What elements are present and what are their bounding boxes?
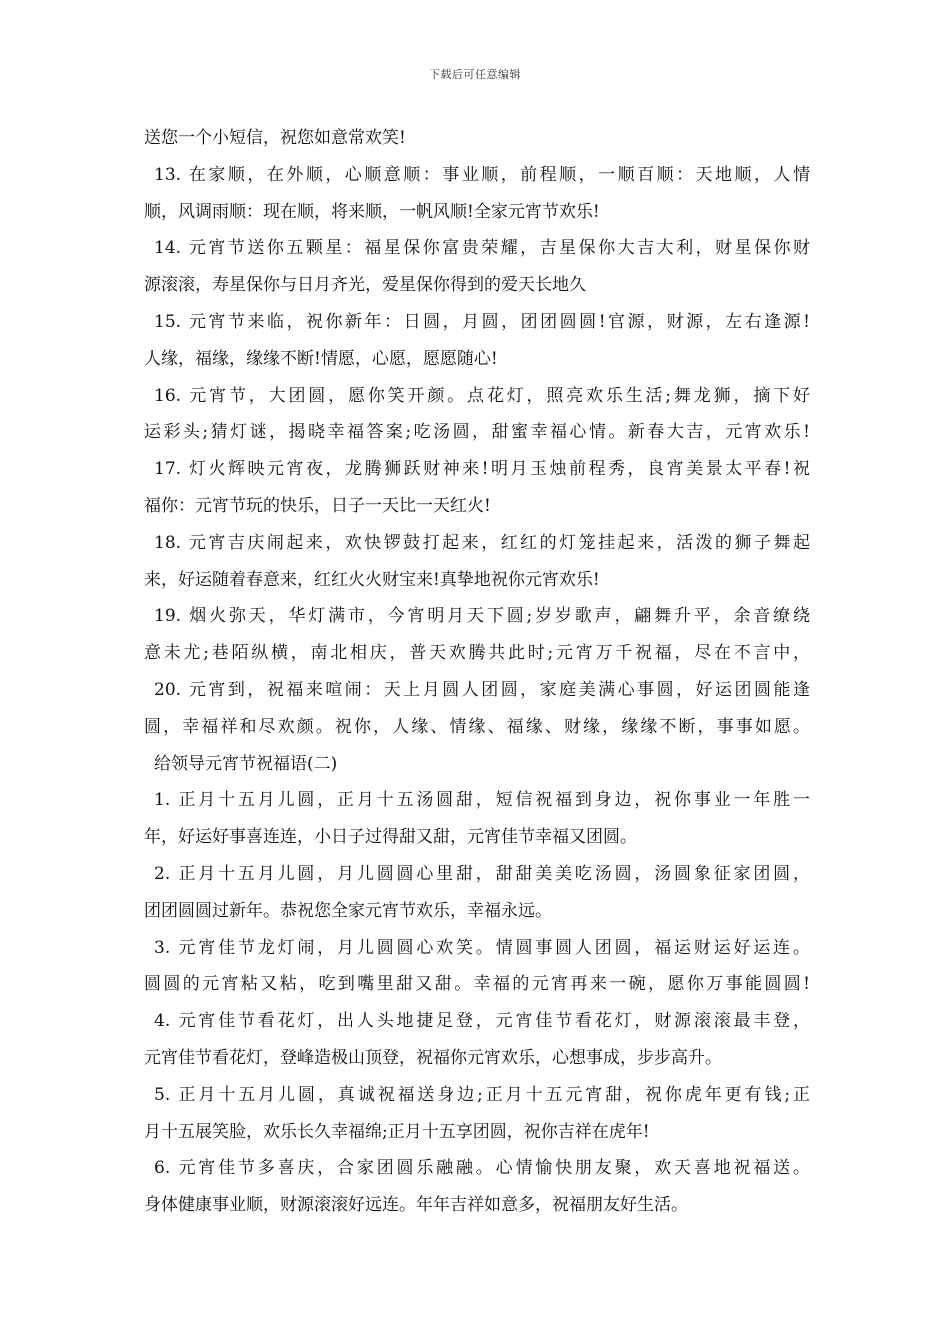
text-line: 送您一个小短信，祝您如意常欢笑! (144, 128, 406, 148)
text-line: 14. 元宵节送你五颗星：福星保你富贵荣耀，吉星保你大吉大利，财星保你财 (154, 238, 810, 259)
text-line: 给领导元宵节祝福语(二) (154, 753, 338, 774)
text-line: 团团圆圆过新年。恭祝您全家元宵节欢乐，幸福永远。 (144, 900, 552, 921)
text-line: 年，好运好事喜连连，小日子过得甜又甜，元宵佳节幸福又团圆。 (144, 827, 637, 848)
text-line: 16. 元宵节，大团圆，愿你笑开颜。点花灯，照亮欢乐生活;舞龙狮，摘下好 (154, 385, 810, 406)
text-line: 3. 元宵佳节龙灯闹，月儿圆圆心欢笑。情圆事圆人团圆，福运财运好运连。 (154, 937, 810, 958)
text-line: 月十五展笑脸，欢乐长久幸福绵;正月十五享团圆，祝你吉祥在虎年! (144, 1121, 650, 1142)
text-line: 5. 正月十五月儿圆，真诚祝福送身边;正月十五元宵甜，祝你虎年更有钱;正 (154, 1084, 810, 1105)
text-line: 1. 正月十五月儿圆，正月十五汤圆甜，短信祝福到身边，祝你事业一年胜一 (154, 790, 810, 811)
text-line: 15. 元宵节来临，祝你新年：日圆，月圆，团团圆圆!官源，财源，左右逢源! (154, 311, 810, 332)
text-line: 身体健康事业顺，财源滚滚好远连。年年吉祥如意多，祝福朋友好生活。 (144, 1195, 688, 1216)
text-line: 13. 在家顺，在外顺，心顺意顺：事业顺，前程顺，一顺百顺：天地顺，人情 (154, 164, 810, 185)
text-line: 运彩头;猜灯谜，揭晓幸福答案;吃汤圆，甜蜜幸福心情。新春大吉，元宵欢乐! (144, 422, 810, 443)
text-line: 福你：元宵节玩的快乐，日子一天比一天红火! (144, 495, 491, 516)
text-line: 20. 元宵到，祝福来喧闹：天上月圆人团圆，家庭美满心事圆，好运团圆能逢 (154, 679, 810, 700)
document-body (144, 120, 810, 1224)
text-line: 圆，幸福祥和尽欢颜。祝你，人缘、情缘、福缘、财缘，缘缘不断，事事如愿。 (144, 716, 810, 737)
text-line: 人缘，福缘，缘缘不断!情愿，心愿，愿愿随心! (144, 348, 498, 369)
text-line: 18. 元宵吉庆闹起来，欢快锣鼓打起来，红红的灯笼挂起来，活泼的狮子舞起 (154, 532, 810, 553)
text-line: 2. 正月十五月儿圆，月儿圆圆心里甜，甜甜美美吃汤圆，汤圆象征家团圆， (154, 863, 810, 884)
text-line: 17. 灯火辉映元宵夜，龙腾狮跃财神来!明月玉烛前程秀，良宵美景太平春!祝 (154, 459, 810, 480)
text-line: 6. 元宵佳节多喜庆，合家团圆乐融融。心情愉快朋友聚，欢天喜地祝福送。 (154, 1158, 810, 1179)
text-line: 意未尤;巷陌纵横，南北相庆，普天欢腾共此时;元宵万千祝福，尽在不言中， (144, 643, 810, 664)
text-line: 源滚滚，寿星保你与日月齐光，爱星保你得到的爱天长地久 (144, 275, 586, 296)
text-line: 19. 烟火弥天，华灯满市，今宵明月天下圆;岁岁歌声，翩舞升平，余音缭绕 (154, 606, 810, 627)
page-header: 下载后可任意编辑 (429, 68, 521, 81)
text-line: 来，好运随着春意来，红红火火财宝来!真挚地祝你元宵欢乐! (144, 569, 600, 590)
text-line: 元宵佳节看花灯，登峰造极山顶登，祝福你元宵欢乐，心想事成，步步高升。 (144, 1047, 722, 1068)
text-line: 4. 元宵佳节看花灯，出人头地捷足登，元宵佳节看花灯，财源滚滚最丰登， (154, 1011, 810, 1032)
text-line: 圆圆的元宵粘又粘，吃到嘴里甜又甜。幸福的元宵再来一碗，愿你万事能圆圆! (144, 974, 810, 995)
text-line: 顺，风调雨顺：现在顺，将来顺，一帆风顺!全家元宵节欢乐! (144, 201, 600, 222)
